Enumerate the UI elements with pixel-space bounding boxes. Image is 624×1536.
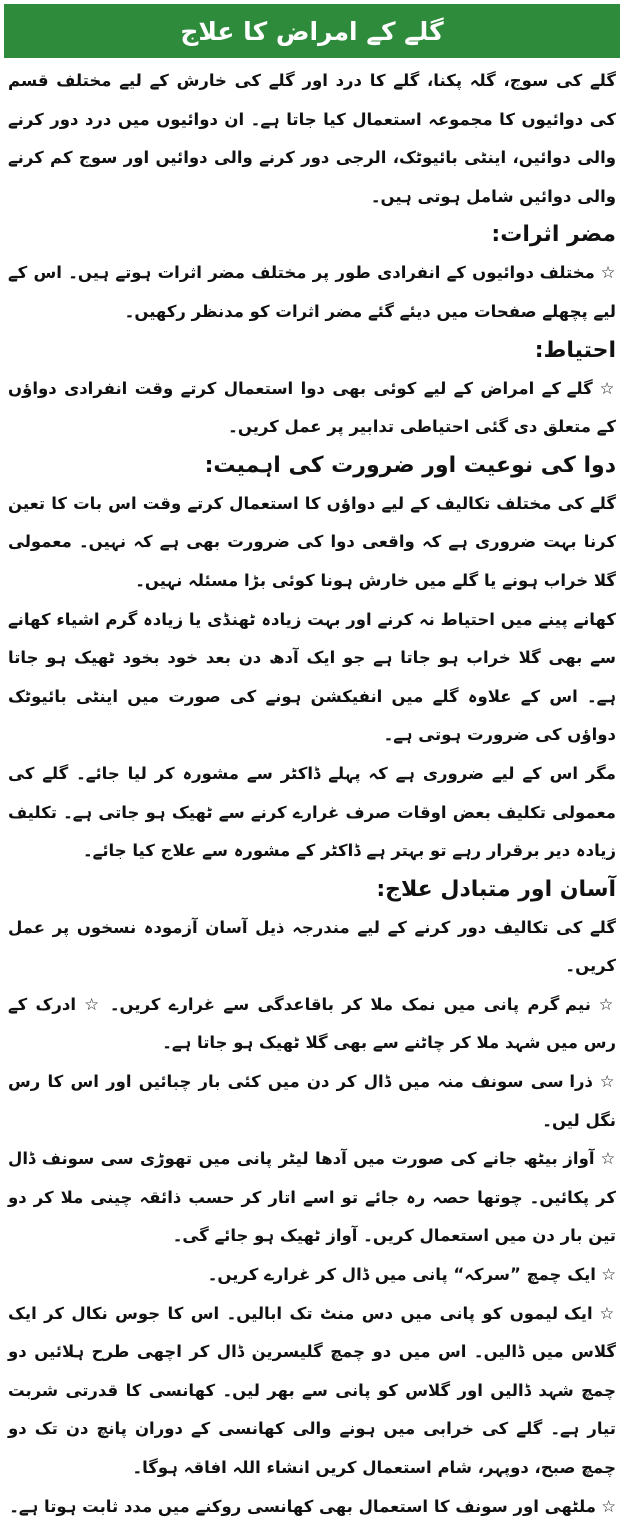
section-heading <box>8 871 616 909</box>
paragraph <box>8 1063 616 1140</box>
paragraph <box>8 1256 616 1295</box>
star-bullet-icon: ☆ <box>590 994 616 1014</box>
paragraph <box>8 1295 616 1488</box>
section-heading <box>8 216 616 254</box>
star-bullet-icon: ☆ <box>594 1149 616 1169</box>
heading-text: مضر اثرات: <box>491 222 616 248</box>
heading-text: آسان اور متبادل علاج: <box>376 876 616 902</box>
paragraph-text: آواز بیٹھ جانے کی صورت میں آدھا لیٹر پانی میں تھوڑی سی سونف ڈال کر پکائیں۔ چوتھا حصہ رہ جائے تو اسے اتار کر حسب ذائقہ چینی ملا کر دو تین بار دن میں استعمال کریں۔ آواز ٹھیک ہو جائے گی۔ <box>8 1149 616 1246</box>
paragraph <box>8 1488 616 1527</box>
paragraph-text: گلے کی سوج، گلہ پکنا، گلے کا درد اور گلے کی خارش کے لیے مختلف قسم کی دوائیوں کا مجموعہ استعمال کیا جاتا ہے۔ ان دوائیوں میں درد دور کرنے والی دوائیں، اینٹی بائیوٹک، الرجی دور کرنے والی دوائیں اور سوج کم کرنے والی دوائیں شامل ہوتی ہیں۔ <box>8 71 616 206</box>
paragraph <box>8 755 616 871</box>
paragraph <box>8 485 616 601</box>
section-heading <box>8 447 616 485</box>
star-bullet-icon: ☆ <box>593 1072 616 1092</box>
article-body <box>8 62 616 1526</box>
paragraph-text: مگر اس کے لیے ضروری ہے کہ پہلے ڈاکٹر سے مشورہ کر لیا جائے۔ گلے کی معمولی تکلیف بعض اوقات صرف غرارے کرنے سے ٹھیک ہو جاتی ہے۔ تکلیف زیادہ دیر برقرار رہے تو بہتر ہے ڈاکٹر کے مشورہ سے علاج کیا جائے۔ <box>8 763 616 861</box>
paragraph-text: نیم گرم پانی میں نمک ملا کر باقاعدگی سے غرارے کریں۔ ☆ ادرک کے رس میں شہد ملا کر چاٹنے سے بھی گلا ٹھیک ہو جاتا ہے۔ <box>8 994 616 1053</box>
heading-text: دوا کی نوعیت اور ضرورت کی اہمیت: <box>204 452 616 478</box>
star-bullet-icon: ☆ <box>594 263 616 283</box>
page-title: گلے کے امراض کا علاج <box>180 16 444 46</box>
paragraph-text: گلے کی مختلف تکالیف کے لیے دواؤں کا استعمال کرتے وقت اس بات کا تعین کرنا بہت ضروری ہے کہ واقعی دوا کی ضرورت بھی ہے کہ نہیں۔ معمولی گلا خراب ہونے یا گلے میں خارش ہونا کوئی بڑا مسئلہ نہیں۔ <box>8 493 616 590</box>
paragraph-text: گلے کی تکالیف دور کرنے کے لیے مندرجہ ذیل آسان آزمودہ نسخوں پر عمل کریں۔ <box>8 917 616 976</box>
paragraph <box>8 601 616 755</box>
paragraph <box>8 909 616 986</box>
star-bullet-icon: ☆ <box>592 378 616 398</box>
paragraph-text: کھانے پینے میں احتیاط نہ کرنے اور بہت زیادہ ٹھنڈی یا زیادہ گرم اشیاء کھانے سے بھی گلا خراب ہو جاتا ہے جو ایک آدھ دن بعد خود بخود ٹھیک ہو جاتا ہے۔ اس کے علاوہ گلے میں انفیکشن ہونے کی صورت میں اینٹی بائیوٹک دواؤں کی ضرورت ہوتی ہے۔ <box>8 609 616 745</box>
paragraph-text: ایک چمچ ”سرکہ“ پانی میں ڈال کر غرارے کریں۔ <box>207 1265 596 1285</box>
paragraph <box>8 254 616 331</box>
paragraph-text: مختلف دوائیوں کے انفرادی طور پر مختلف مضر اثرات ہوتے ہیں۔ اس کے لیے پچھلے صفحات میں دیئے گئے مضر اثرات کو مدنظر رکھیں۔ <box>8 263 616 321</box>
paragraph <box>8 62 616 216</box>
heading-text: احتیاط: <box>534 337 616 363</box>
paragraph <box>8 1140 616 1256</box>
paragraph-text: ذرا سی سونف منہ میں ڈال کر دن میں کئی بار چبائیں اور اس کا رس نگل لیں۔ <box>8 1072 616 1130</box>
star-bullet-icon: ☆ <box>595 1265 616 1285</box>
star-bullet-icon: ☆ <box>595 1496 616 1516</box>
paragraph <box>8 986 616 1063</box>
section-heading <box>8 332 616 370</box>
paragraph <box>8 370 616 447</box>
page-title-banner <box>4 4 620 58</box>
star-bullet-icon: ☆ <box>592 1303 616 1323</box>
paragraph-text: ایک لیموں کو پانی میں دس منٹ تک ابالیں۔ اس کا جوس نکال کر ایک گلاس میں ڈالیں۔ اس میں دو چمچ گلیسرین ڈال کر اچھی طرح ہلائیں دو چمچ شہد ڈالیں اور گلاس کو پانی سے بھر لیں۔ کھانسی کا قدرتی شربت تیار ہے۔ گلے کی خرابی میں ہونے والی کھانسی کے دوران پانچ دن تک دو چمچ صبح، دوپہر، شام استعمال کریں انشاء اللہ افاقہ ہوگا۔ <box>8 1303 616 1477</box>
paragraph-text: ملٹھی اور سونف کا استعمال بھی کھانسی روکنے میں مدد ثابت ہوتا ہے۔ <box>9 1496 596 1516</box>
paragraph-text: گلے کے امراض کے لیے کوئی بھی دوا استعمال کرتے وقت انفرادی دواؤں کے متعلق دی گئی احتیاطی تدابیر پر عمل کریں۔ <box>8 378 616 437</box>
